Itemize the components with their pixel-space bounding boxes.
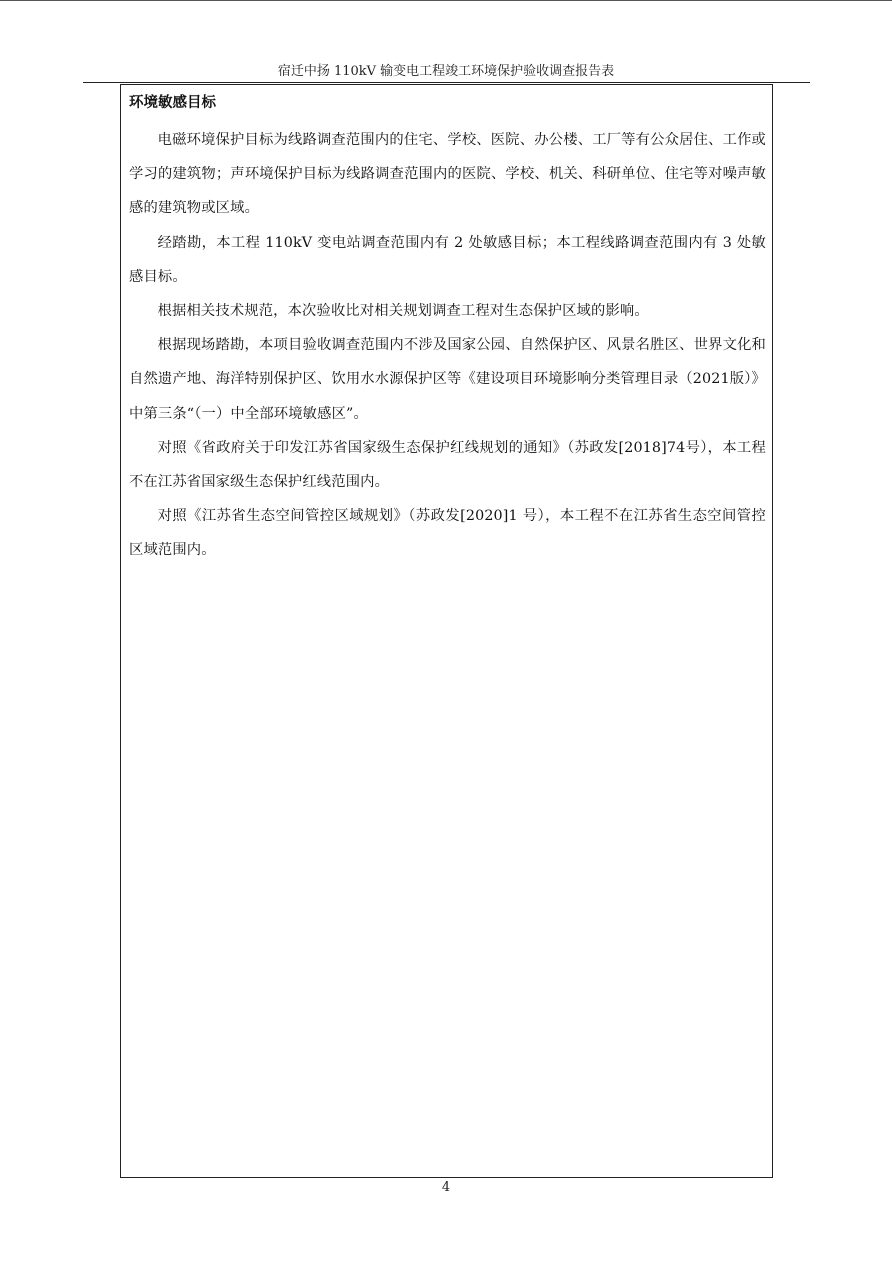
paragraph-sensitive-areas: 根据现场踏勘，本项目验收调查范围内不涉及国家公园、自然保护区、风景名胜区、世界文化和自然遗产地、海洋特别保护区、饮用水水源保护区等《建设项目环境影响分类管理目录（2021版）》中第三条“（一）中全部环境敏感区”。 (129, 337, 766, 422)
page-number: 4 (441, 1180, 451, 1195)
paragraph-spatial-control-plan: 对照《江苏省生态空间管控区域规划》（苏政发[2020]1 号），本工程不在江苏省生态空间管控区域范围内。 (129, 508, 766, 559)
page-header-title: 宿迁中扬 110kV 输变电工程竣工环境保护验收调查报告表 (277, 64, 615, 79)
header-rule (83, 82, 810, 83)
section-body (129, 123, 766, 568)
paragraph-technical-basis: 根据相关技术规范，本次验收比对相关规划调查工程对生态保护区域的影响。 (157, 303, 649, 320)
section-title: 环境敏感目标 (129, 95, 216, 111)
paragraph-survey-findings: 经踏勘，本工程 110kV 变电站调查范围内有 2 处敏感目标；本工程线路调查范围内有 3 处敏感目标。 (129, 234, 766, 285)
paragraph-red-line-plan: 对照《省政府关于印发江苏省国家级生态保护红线规划的通知》（苏政发[2018]74号），本工程不在江苏省国家级生态保护红线范围内。 (129, 439, 766, 491)
page-top-edge (0, 0, 892, 1)
content-frame (120, 84, 773, 1178)
paragraph-protection-targets: 电磁环境保护目标为线路调查范围内的住宅、学校、医院、办公楼、工厂等有公众居住、工作或学习的建筑物；声环境保护目标为线路调查范围内的医院、学校、机关、科研单位、住宅等对噪声敏感的建筑物或区域。 (129, 132, 766, 217)
